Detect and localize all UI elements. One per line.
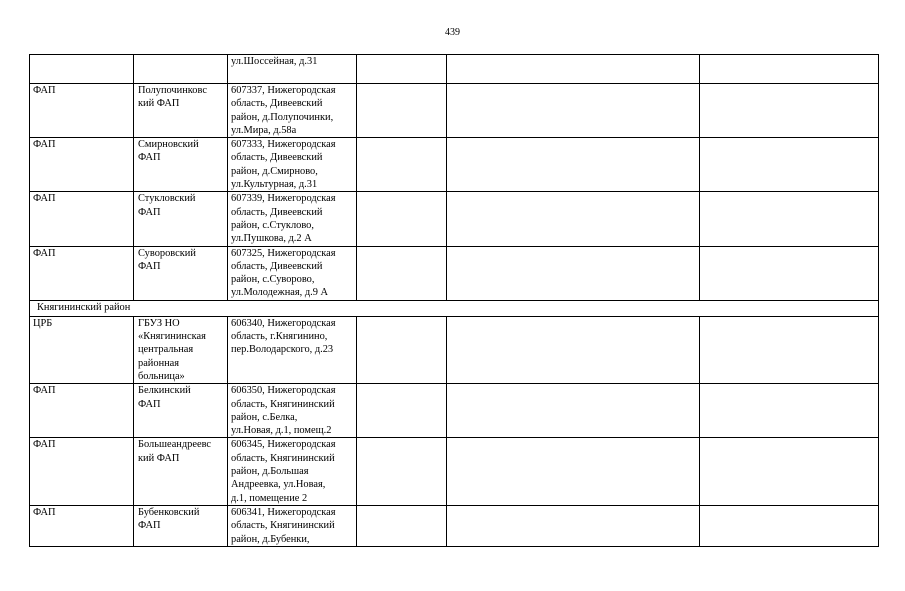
facility-type-cell: ФАП <box>30 438 134 505</box>
facility-address-line: 607325, Нижегородская <box>231 247 336 259</box>
facility-address-line: область, Дивеевский <box>231 152 323 164</box>
facility-address-line: 606350, Нижегородская <box>231 385 336 397</box>
facilities-table <box>29 54 879 547</box>
facility-address-line: район, д.Бубенки, <box>231 533 310 545</box>
empty-cell-5 <box>447 138 700 192</box>
facility-address-line: ул.Культурная, д.31 <box>231 179 318 191</box>
empty-cell-5 <box>447 246 700 300</box>
facility-address-line: область, Дивеевский <box>231 260 323 272</box>
region-heading: Княгининский район <box>30 300 879 316</box>
table-row <box>30 138 879 192</box>
empty-cell-6 <box>700 84 879 138</box>
region-row <box>30 300 879 316</box>
facility-type-cell: ЦРБ <box>30 316 134 383</box>
facility-address-cell <box>228 55 357 84</box>
empty-cell-6 <box>700 55 879 84</box>
facility-address-line: район, д.Большая <box>231 466 309 478</box>
facility-address-line: ул.Молодежная, д.9 А <box>231 287 329 299</box>
facility-name-cell <box>134 438 228 505</box>
facility-name-cell <box>134 384 228 438</box>
empty-cell-5 <box>447 192 700 246</box>
facility-name-line: больница» <box>138 370 185 382</box>
page-number: 439 <box>445 27 460 38</box>
table-row <box>30 316 879 383</box>
facility-address-line: область, Княгининский <box>231 452 335 464</box>
table-row <box>30 192 879 246</box>
facility-name-cell <box>134 505 228 546</box>
facility-name-line: ФАП <box>138 398 161 410</box>
facility-type-cell: ФАП <box>30 246 134 300</box>
facility-name-line: ГБУЗ НО <box>138 317 180 329</box>
facility-address-line: 606345, Нижегородская <box>231 439 336 451</box>
facility-address-cell <box>228 84 357 138</box>
empty-cell-4 <box>357 192 447 246</box>
facility-address-cell <box>228 438 357 505</box>
facility-name-line: ФАП <box>138 260 161 272</box>
empty-cell-5 <box>447 316 700 383</box>
facility-address-line: 606340, Нижегородская <box>231 317 336 329</box>
facility-address-cell <box>228 192 357 246</box>
empty-cell-4 <box>357 138 447 192</box>
empty-cell-4 <box>357 384 447 438</box>
facility-address-cell <box>228 384 357 438</box>
facility-address-line: 607339, Нижегородская <box>231 193 336 205</box>
facility-address-line: ул.Мира, д.58а <box>231 124 297 136</box>
facility-name-cell <box>134 55 228 84</box>
facility-address-line: район, д.Смирново, <box>231 165 318 177</box>
facility-name-line: кий ФАП <box>138 98 180 110</box>
empty-cell-5 <box>447 55 700 84</box>
table-row <box>30 84 879 138</box>
facility-name-line: центральная <box>138 344 194 356</box>
empty-cell-4 <box>357 438 447 505</box>
facility-name-line: ФАП <box>138 206 161 218</box>
facility-address-line: 607337, Нижегородская <box>231 85 336 96</box>
facility-name-line: кий ФАП <box>138 452 180 464</box>
facility-address-line: область, Княгининский <box>231 520 335 532</box>
facility-address-line: район, с.Белка, <box>231 411 298 423</box>
empty-cell-6 <box>700 505 879 546</box>
facility-name-line: Бубенковский <box>138 506 200 518</box>
table-row <box>30 438 879 505</box>
facility-address-cell <box>228 505 357 546</box>
empty-cell-5 <box>447 505 700 546</box>
facility-type-cell: ФАП <box>30 192 134 246</box>
empty-cell-6 <box>700 438 879 505</box>
table-row <box>30 384 879 438</box>
facility-name-cell <box>134 84 228 138</box>
facility-name-line: Смирновский <box>138 139 199 151</box>
facility-address-line: д.1, помещение 2 <box>231 492 308 504</box>
facility-address-line: 607333, Нижегородская <box>231 139 336 151</box>
empty-cell-6 <box>700 138 879 192</box>
table-body <box>30 55 879 547</box>
facility-address-line: пер.Володарского, д.23 <box>231 344 334 356</box>
empty-cell-5 <box>447 384 700 438</box>
facility-type-cell: ФАП <box>30 505 134 546</box>
empty-cell-4 <box>357 246 447 300</box>
facility-address-line: область, г.Княгинино, <box>231 331 328 343</box>
facility-name-cell <box>134 316 228 383</box>
facility-name-line: Белкинский <box>138 385 191 397</box>
facility-address-cell <box>228 316 357 383</box>
facility-address-line: ул.Пушкова, д.2 А <box>231 233 312 245</box>
facility-address-line: район, д.Полупочинки, <box>231 111 334 123</box>
empty-cell-5 <box>447 438 700 505</box>
facility-address-cell <box>228 138 357 192</box>
facility-address-line: ул.Новая, д.1, помещ.2 <box>231 425 332 437</box>
empty-cell-4 <box>357 316 447 383</box>
facility-address-line: Андреевка, ул.Новая, <box>231 479 326 491</box>
facility-address-line: область, Дивеевский <box>231 206 323 218</box>
empty-cell-4 <box>357 84 447 138</box>
facility-type-cell: ФАП <box>30 84 134 138</box>
facility-name-line: Полупочинковс <box>138 85 207 96</box>
facility-address-line: 606341, Нижегородская <box>231 506 336 518</box>
facility-address-cell <box>228 246 357 300</box>
empty-cell-4 <box>357 55 447 84</box>
table-row <box>30 505 879 546</box>
facility-address-line: район, с.Стуклово, <box>231 219 314 231</box>
empty-cell-6 <box>700 316 879 383</box>
facility-address-line: область, Княгининский <box>231 398 335 410</box>
facility-address-line: область, Дивеевский <box>231 98 323 110</box>
table-row <box>30 246 879 300</box>
facility-type-cell: ФАП <box>30 138 134 192</box>
facility-name-line: ФАП <box>138 152 161 164</box>
facility-type-cell <box>30 55 134 84</box>
empty-cell-4 <box>357 505 447 546</box>
facility-name-line: Суворовский <box>138 247 196 259</box>
facility-address-line: ул.Шоссейная, д.31 <box>231 56 318 67</box>
table-row <box>30 55 879 84</box>
facility-name-cell <box>134 138 228 192</box>
facility-type-cell: ФАП <box>30 384 134 438</box>
facility-name-line: районная <box>138 357 180 369</box>
facility-name-line: «Княгининская <box>138 331 206 343</box>
empty-cell-6 <box>700 246 879 300</box>
facility-name-cell <box>134 192 228 246</box>
facility-name-line: Стукловский <box>138 193 196 205</box>
facility-name-cell <box>134 246 228 300</box>
facility-name-line: Большеандреевс <box>138 439 212 451</box>
facility-name-line: ФАП <box>138 520 161 532</box>
empty-cell-6 <box>700 192 879 246</box>
empty-cell-5 <box>447 84 700 138</box>
empty-cell-6 <box>700 384 879 438</box>
facility-address-line: район, с.Суворово, <box>231 274 315 286</box>
